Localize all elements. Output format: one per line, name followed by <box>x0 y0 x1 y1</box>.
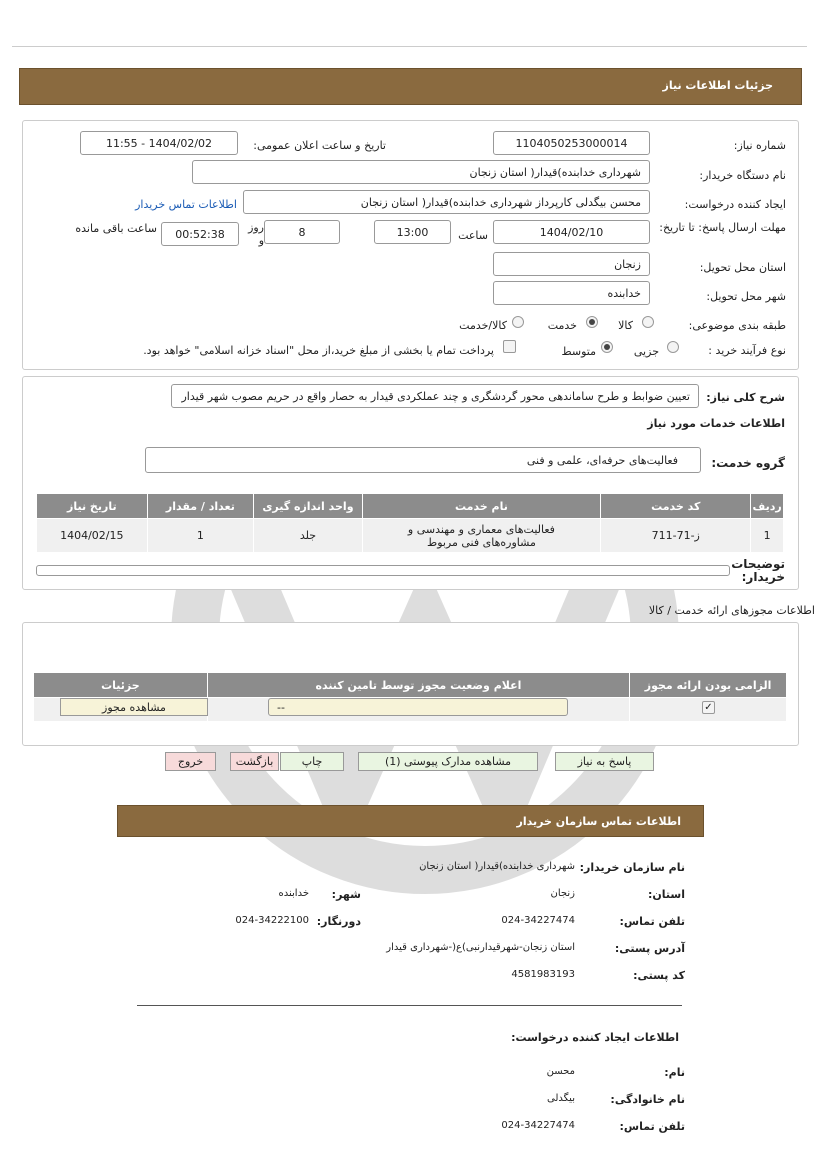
days-field[interactable]: 8 <box>264 220 340 244</box>
cell-unit: جلد <box>254 519 363 553</box>
contact-postal-label: کد پستی: <box>633 969 685 982</box>
contact-fax-value: 024-34222100 <box>235 915 309 926</box>
services-section-title: اطلاعات خدمات مورد نیاز <box>647 417 785 430</box>
need-number-label: شماره نیاز: <box>733 139 786 152</box>
process-label: نوع فرآیند خرید : <box>708 344 786 357</box>
contact-header-title: اطلاعات تماس سازمان خریدار <box>516 815 681 828</box>
category-label: طبقه بندی موضوعی: <box>688 319 786 332</box>
header-service-name: نام خدمت <box>362 494 600 519</box>
category-radio-goods-service[interactable] <box>512 316 524 328</box>
buyer-notes-label: توضیحات خریدار: <box>731 557 785 584</box>
deadline-label: مهلت ارسال پاسخ: تا تاریخ: <box>659 221 786 234</box>
page-header-bar <box>19 68 802 105</box>
creator-phone-label: تلفن تماس: <box>619 1120 685 1133</box>
creator-phone-value: 024-34227474 <box>501 1120 575 1131</box>
treasury-payment-checkbox[interactable] <box>503 340 516 353</box>
process-option-medium: متوسط <box>561 345 596 358</box>
cell-service-code: ز-71-711 <box>601 519 751 553</box>
contact-province-value: زنجان <box>550 888 575 899</box>
city-field[interactable]: خدابنده <box>493 281 650 305</box>
creator-info-title: اطلاعات ایجاد کننده درخواست: <box>511 1031 679 1044</box>
cell-need-date: 1404/02/15 <box>37 519 148 553</box>
contact-phone-value: 024-34227474 <box>501 915 575 926</box>
print-button[interactable]: چاپ <box>280 752 344 771</box>
announce-date-field[interactable]: 1404/02/02 - 11:55 <box>80 131 238 155</box>
creator-first-name-label: نام: <box>664 1066 685 1079</box>
creator-last-name-value: بیگدلی <box>547 1093 575 1104</box>
process-option-minor: جزیی <box>633 345 659 358</box>
city-label: شهر محل تحویل: <box>706 290 786 303</box>
header-quantity: تعداد / مقدار <box>147 494 254 519</box>
days-label: روز و <box>248 221 264 247</box>
cell-service-name: فعالیت‌های معماری و مهندسی و مشاوره‌های فنی مربوط <box>362 519 600 553</box>
announce-date-label: تاریخ و ساعت اعلان عمومی: <box>253 139 386 152</box>
exit-button[interactable]: خروج <box>165 752 216 771</box>
reply-button[interactable]: پاسخ به نیاز <box>555 752 654 771</box>
summary-label: شرح کلی نیاز: <box>706 391 785 404</box>
top-divider <box>12 46 807 47</box>
contact-city-label: شهر: <box>331 888 361 901</box>
service-group-label: گروه خدمت: <box>711 456 785 470</box>
process-radio-medium[interactable] <box>601 341 613 353</box>
need-number-field[interactable]: 1104050253000014 <box>493 131 650 155</box>
header-permit-required: الزامی بودن ارائه مجوز <box>630 673 787 698</box>
contact-city-value: خدابنده <box>278 888 309 899</box>
contact-address-value: استان زنجان-شهرقیدارنبی)ع(-شهرداری قیدار <box>386 942 575 953</box>
cell-quantity: 1 <box>147 519 254 553</box>
contact-org-label: نام سازمان خریدار: <box>579 861 685 874</box>
header-unit: واحد اندازه گیری <box>254 494 363 519</box>
header-service-code: کد خدمت <box>601 494 751 519</box>
contact-header-bar <box>117 805 704 837</box>
category-radio-goods[interactable] <box>642 316 654 328</box>
remaining-time-label: ساعت باقی مانده <box>75 222 157 235</box>
header-permit-details: جزئیات <box>34 673 208 698</box>
services-table <box>36 493 784 553</box>
creator-label: ایجاد کننده درخواست: <box>684 198 786 211</box>
buyer-contact-link[interactable]: اطلاعات تماس خریدار <box>135 198 237 211</box>
back-button[interactable]: بازگشت <box>230 752 279 771</box>
contact-postal-value: 4581983193 <box>511 969 575 980</box>
buyer-org-label: نام دستگاه خریدار: <box>699 169 786 182</box>
creator-last-name-label: نام خانوادگی: <box>610 1093 685 1106</box>
permits-table-header <box>34 673 787 698</box>
contact-address-label: آدرس پستی: <box>614 942 685 955</box>
permit-status-field[interactable]: -- <box>268 698 568 716</box>
province-field[interactable]: زنجان <box>493 252 650 276</box>
need-info-panel <box>22 120 799 370</box>
payment-note: پرداخت تمام یا بخشی از مبلغ خرید،از محل "اسناد خزانه اسلامی" خواهد بود. <box>143 344 494 357</box>
cell-row-number: 1 <box>751 519 784 553</box>
summary-panel <box>22 376 799 590</box>
header-need-date: تاریخ نیاز <box>37 494 148 519</box>
deadline-time-label: ساعت <box>458 229 488 242</box>
contact-fax-label: دورنگار: <box>316 915 361 928</box>
category-option-service: خدمت <box>547 319 577 332</box>
category-option-goods: کالا <box>618 319 633 332</box>
category-option-goods-service: کالا/خدمت <box>459 319 507 332</box>
remaining-time-field[interactable]: 00:52:38 <box>161 222 239 246</box>
contact-phone-label: تلفن تماس: <box>619 915 685 928</box>
deadline-time-field[interactable]: 13:00 <box>374 220 451 244</box>
creator-first-name-value: محسن <box>546 1066 575 1077</box>
header-row-number: ردیف <box>751 494 784 519</box>
contact-org-value: شهرداری خدابنده)قیدار( استان زنجان <box>419 861 575 872</box>
contact-divider <box>137 1005 682 1006</box>
buyer-notes-field[interactable] <box>36 565 730 576</box>
creator-field[interactable]: محسن بیگدلی کارپرداز شهرداری خدابنده)قیدار( استان زنجان <box>243 190 650 214</box>
view-permit-button[interactable]: مشاهده مجوز <box>60 698 208 716</box>
province-label: استان محل تحویل: <box>699 261 786 274</box>
summary-field[interactable]: تعیین ضوابط و طرح ساماندهی محور گردشگری و چند عملکردی قیدار به حصار واقع در حریم مصوب شهر قیدار <box>171 384 699 408</box>
page-title: جزئیات اطلاعات نیاز <box>662 79 773 92</box>
process-radio-minor[interactable] <box>667 341 679 353</box>
contact-province-label: استان: <box>648 888 685 901</box>
permit-required-checkbox: ✓ <box>702 701 715 714</box>
table-row <box>37 519 784 553</box>
header-permit-status: اعلام وضعیت مجوز توسط تامین کننده <box>207 673 629 698</box>
services-table-header <box>37 494 784 519</box>
category-radio-service[interactable] <box>586 316 598 328</box>
view-attachments-button[interactable]: مشاهده مدارک پیوستی (1) <box>358 752 538 771</box>
deadline-date-field[interactable]: 1404/02/10 <box>493 220 650 244</box>
buyer-org-field[interactable]: شهرداری خدابنده)قیدار( استان زنجان <box>192 160 650 184</box>
permits-title: اطلاعات مجوزهای ارائه خدمت / کالا <box>648 604 815 617</box>
service-group-field[interactable]: فعالیت‌های حرفه‌ای، علمی و فنی <box>145 447 701 473</box>
